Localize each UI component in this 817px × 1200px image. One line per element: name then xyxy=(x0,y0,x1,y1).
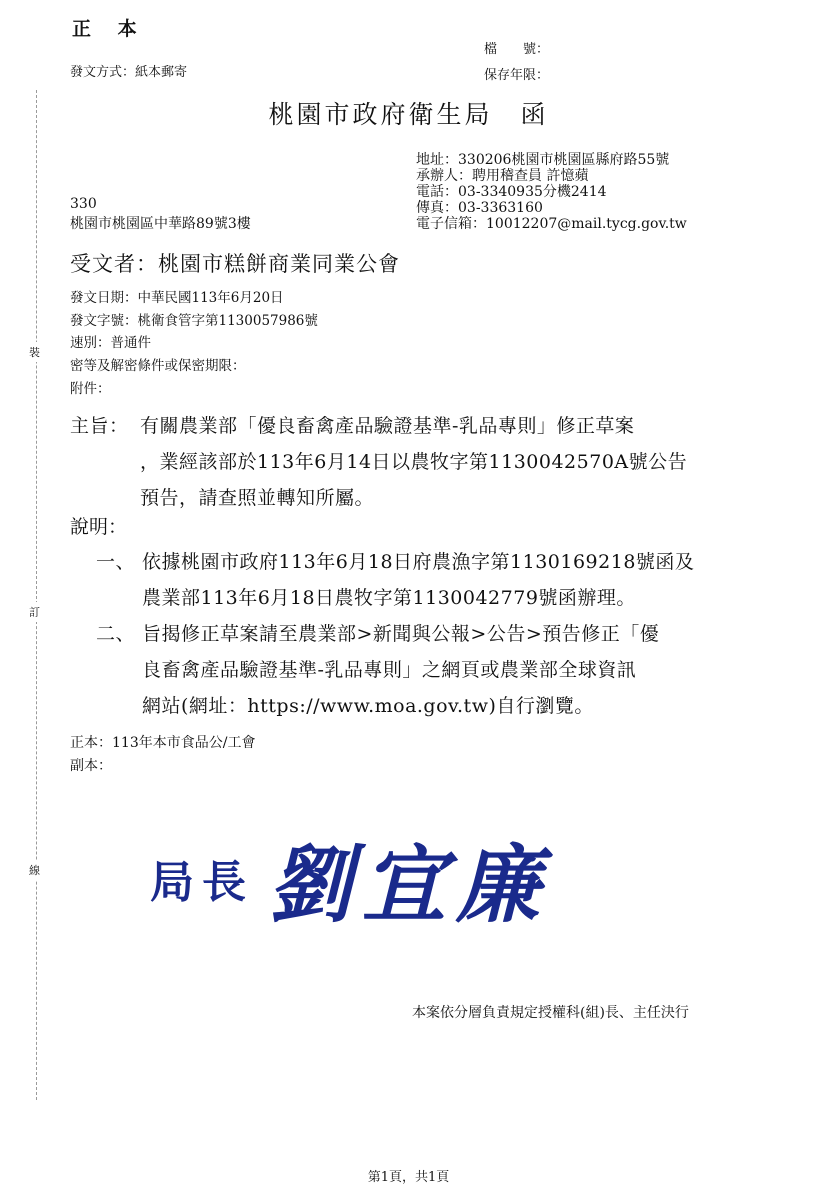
explanation-label: 說明： xyxy=(70,516,128,538)
explanation-section xyxy=(96,544,786,724)
signature-title: 局長 xyxy=(150,857,254,908)
attachments: 附件： xyxy=(70,381,111,397)
binding-mark-xian: 線 xyxy=(29,860,40,880)
fax: 傳真：03-3363160 xyxy=(416,200,543,216)
binding-line xyxy=(36,90,37,1100)
file-number-label: 檔 號： xyxy=(484,42,550,57)
recipient-zip: 330 xyxy=(70,196,97,212)
document-number: 發文字號：桃衛食管字第1130057986號 xyxy=(70,313,318,329)
subject-line: ，業經該部於113年6月14日以農牧字第1130042570A號公告 xyxy=(140,451,688,473)
retention-period-label: 保存年限： xyxy=(484,68,550,83)
item-line: 旨揭修正草案請至農業部>新聞與公報>公告>預告修正「優 xyxy=(142,623,660,645)
send-method: 發文方式：紙本郵寄 xyxy=(70,65,188,80)
subject-line: 有關農業部「優良畜禽產品驗證基準-乳品專則」修正草案 xyxy=(140,415,635,437)
item-line: 網站(網址：https://www.moa.gov.tw)自行瀏覽。 xyxy=(142,695,594,717)
item-line: 依據桃園市政府113年6月18日府農漁字第1130169218號函及 xyxy=(142,551,695,573)
subject-line: 預告，請查照並轉知所屬。 xyxy=(140,487,375,509)
copy-type-label: 正 本 xyxy=(72,18,147,40)
subject-label: 主旨： xyxy=(70,415,129,437)
handler: 承辦人：聘用稽查員 許憶蘋 xyxy=(416,168,589,184)
recipient-line: 受文者：桃園市糕餅商業同業公會 xyxy=(70,252,400,276)
authority-note: 本案依分層負責規定授權科(組)長、主任決行 xyxy=(412,1005,689,1021)
item-number: 一、 xyxy=(96,551,136,573)
delivery-speed: 速別：普通件 xyxy=(70,335,151,351)
item-number: 二、 xyxy=(96,623,136,645)
recipient-address: 桃園市桃園區中華路89號3樓 xyxy=(70,216,251,232)
binding-mark-zhuang: 裝 xyxy=(29,342,40,362)
page-footer: 第1頁，共1頁 xyxy=(367,1170,450,1185)
secrecy-level: 密等及解密條件或保密期限： xyxy=(70,358,246,374)
signature-name: 劉宜廉 xyxy=(268,835,551,934)
explanation-item xyxy=(96,616,786,724)
item-line: 農業部113年6月18日農牧字第1130042779號函辦理。 xyxy=(142,587,636,609)
phone: 電話：03-3340935分機2414 xyxy=(416,184,607,200)
subject-section xyxy=(70,408,780,516)
agency-contact-block xyxy=(416,152,687,232)
document-title: 桃園市政府衛生局 函 xyxy=(268,100,549,129)
distribution-copy: 副本： xyxy=(70,758,112,774)
binding-mark-ding: 訂 xyxy=(29,602,40,622)
issue-date: 發文日期：中華民國113年6月20日 xyxy=(70,290,284,306)
distribution-main: 正本：113年本市食品公/工會 xyxy=(70,735,256,751)
email: 電子信箱：10012207@mail.tycg.gov.tw xyxy=(416,216,687,232)
item-line: 良畜禽產品驗證基準-乳品專則」之網頁或農業部全球資訊 xyxy=(142,659,637,681)
explanation-item xyxy=(96,544,786,616)
agency-address: 地址：330206桃園市桃園區縣府路55號 xyxy=(416,152,670,168)
